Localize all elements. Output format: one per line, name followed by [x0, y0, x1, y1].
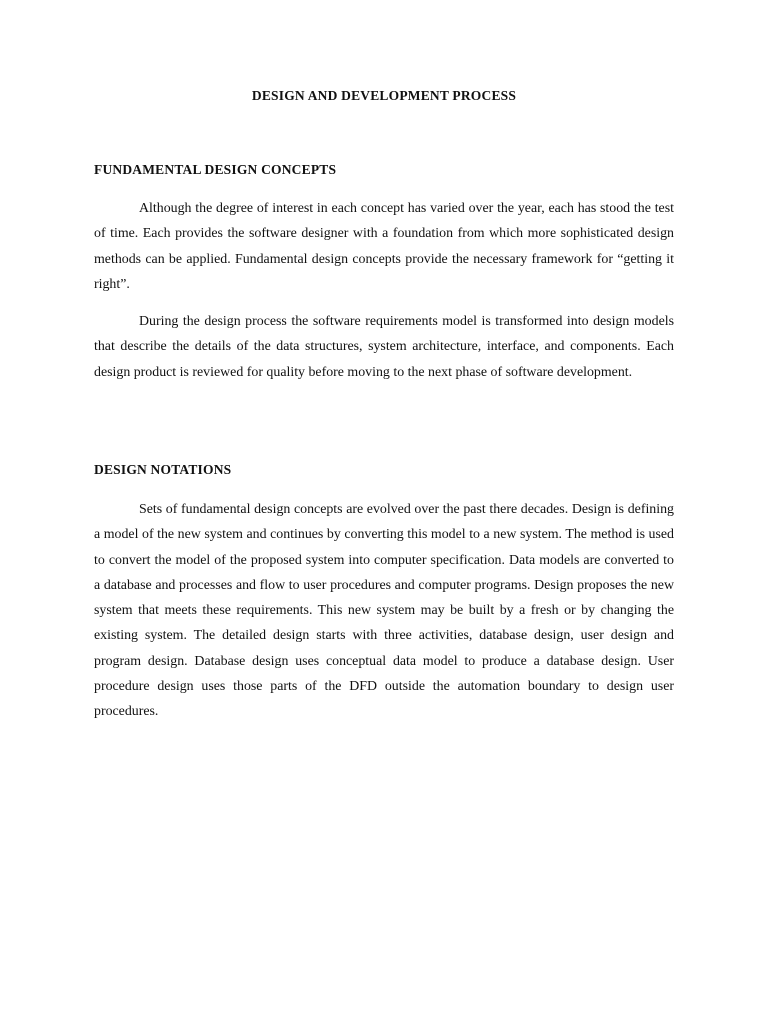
paragraph: Sets of fundamental design concepts are evolved over the past there decades. Design is defining a model of the new system and continues by converting this model to a new system. The method is used to convert the model of the proposed system into computer specification. Data models are converted to a database and processes and flow to user procedures and computer programs. Design proposes the new system that meets these requirements. This new system may be built by a fresh or by changing the existing system. The detailed design starts with three activities, database design, user design and program design. Database design uses conceptual data model to produce a database design. User procedure design uses those parts of the DFD outside the automation boundary to design user procedures.	[94, 502, 674, 720]
paragraph: Although the degree of interest in each concept has varied over the year, each has stood the test of time. Each provides the software designer with a foundation from which more sophisticated design methods can be applied. Fundamental design concepts provide the necessary framework for “getting it right”.	[94, 201, 674, 292]
paragraph: During the design process the software requirements model is transformed into design models that describe the details of the data structures, system architecture, interface, and components. Each design product is reviewed for quality before moving to the next phase of software development.	[94, 314, 674, 380]
section-heading-design-notations: DESIGN NOTATIONS	[94, 462, 232, 477]
page-title: DESIGN AND DEVELOPMENT PROCESS	[251, 88, 517, 103]
section-heading-fundamental-design-concepts: FUNDAMENTAL DESIGN CONCEPTS	[94, 162, 337, 177]
